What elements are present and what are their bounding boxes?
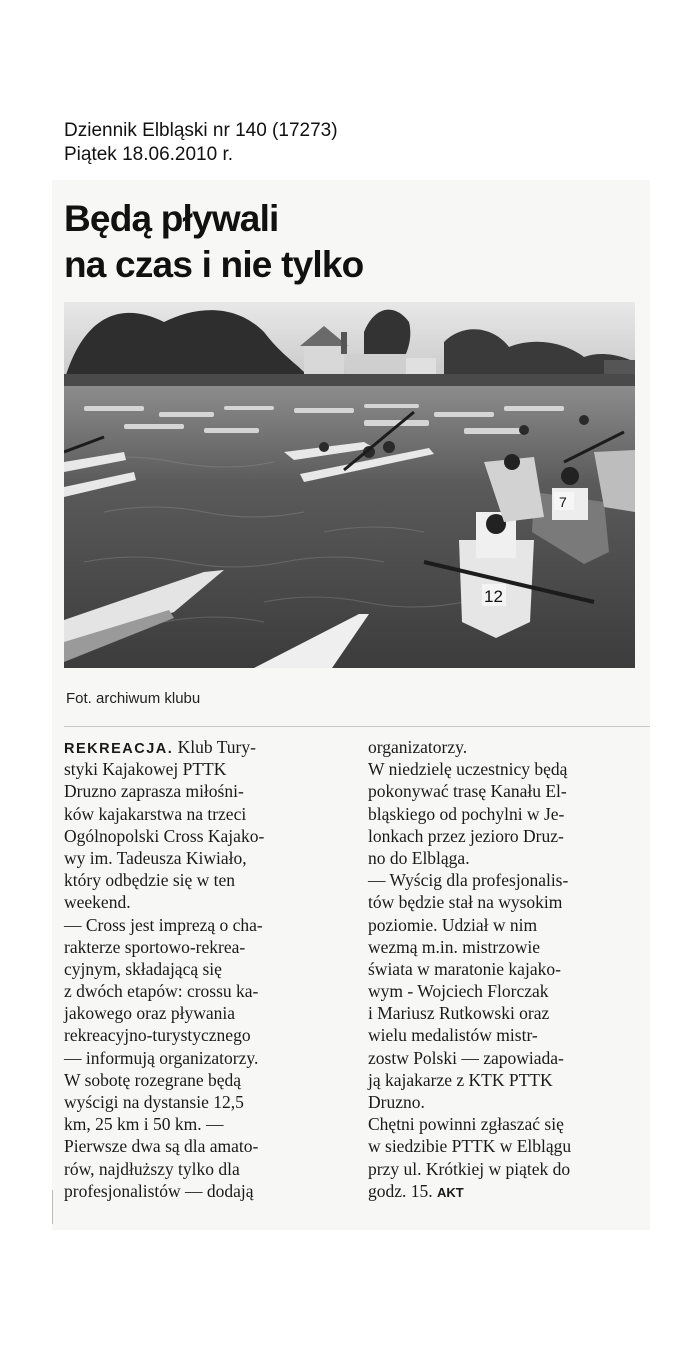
- publication-name: Dziennik Elbląski nr 140 (17273): [64, 120, 338, 141]
- body-text: który odbędzie się w ten: [64, 870, 236, 891]
- body-text: wielu medalistów mistr-: [368, 1025, 538, 1046]
- body-text: W niedzielę uczestnicy będą: [368, 759, 568, 780]
- body-text: — Cross jest imprezą o cha-: [64, 914, 263, 935]
- body-text: w siedzibie PTTK w Elblągu: [368, 1136, 572, 1157]
- body-text: no do Elbląga.: [368, 847, 470, 868]
- body-text: z dwóch etapów: crossu ka-: [64, 981, 259, 1002]
- body-line: [64, 1047, 354, 1069]
- column-edge-rule: [52, 1190, 53, 1224]
- publication-date: Piątek 18.06.2010 r.: [64, 144, 234, 165]
- body-line: [64, 1113, 354, 1135]
- publication-header: [64, 119, 338, 167]
- body-text: Druzno.: [368, 1092, 425, 1112]
- article-column-1: [64, 736, 354, 1202]
- body-text: wezmą m.in. mistrzowie: [368, 936, 541, 957]
- body-text: wym - Wojciech Florczak: [368, 981, 549, 1002]
- body-line: [368, 936, 650, 958]
- body-line: [64, 869, 354, 891]
- body-line: [64, 914, 354, 936]
- body-text: lonkach przez jezioro Druz-: [368, 825, 564, 846]
- body-line: [368, 1158, 650, 1180]
- body-text: wy im. Tadeusza Kiwiało,: [64, 847, 247, 868]
- body-line: [368, 825, 650, 847]
- body-line: [368, 1180, 650, 1202]
- body-line: [64, 891, 354, 913]
- body-text: bląskiego od pochylni w Je-: [368, 803, 565, 824]
- body-line: [368, 736, 650, 758]
- body-text: i Mariusz Rutkowski oraz: [368, 1003, 550, 1024]
- body-text: Ogólnopolski Cross Kajako-: [64, 825, 265, 846]
- kayak-race-photo: [64, 302, 635, 668]
- body-text: poziomie. Udział w nim: [368, 914, 538, 935]
- body-line: [368, 914, 650, 936]
- body-text: Pierwsze dwa są dla amato-: [64, 1136, 259, 1157]
- article-headline: [64, 196, 464, 288]
- article-photo: [64, 302, 635, 668]
- body-line: [64, 936, 354, 958]
- body-line: [64, 803, 354, 825]
- author-signature: AKT: [437, 1184, 464, 1200]
- body-line: [64, 736, 354, 758]
- body-text: ków kajakarstwa na trzeci: [64, 803, 247, 824]
- body-text: km, 25 km i 50 km. —: [64, 1114, 224, 1135]
- kayak-number-7: 7: [559, 494, 567, 510]
- body-text: styki Kajakowej PTTK: [64, 759, 227, 780]
- body-text: rów, najdłuższy tylko dla: [64, 1158, 240, 1179]
- body-line: [64, 1024, 354, 1046]
- body-text: przy ul. Krótkiej w piątek do: [368, 1158, 571, 1179]
- body-line: [368, 1002, 650, 1024]
- body-text: weekend.: [64, 892, 131, 913]
- body-line: [64, 847, 354, 869]
- body-line: [64, 958, 354, 980]
- body-line: [64, 980, 354, 1002]
- photo-caption: Fot. archiwum klubu: [66, 690, 201, 707]
- body-text: godz. 15.: [368, 1180, 438, 1201]
- headline-line-1: Będą pływali: [64, 198, 279, 239]
- body-line: [64, 1180, 354, 1202]
- body-line: [368, 847, 650, 869]
- body-line: [368, 980, 650, 1002]
- body-text: tów będzie stał na wysokim: [368, 892, 563, 913]
- body-line: [368, 1091, 650, 1113]
- body-line: [64, 758, 354, 780]
- body-line: [368, 958, 650, 980]
- body-line: [368, 1047, 650, 1069]
- body-text: — Wyścig dla profesjonalis-: [368, 870, 569, 891]
- body-text: zostw Polski — zapowiada-: [368, 1047, 564, 1068]
- body-line: [368, 869, 650, 891]
- body-text: świata w maratonie kajako-: [368, 958, 561, 979]
- body-text: W sobotę rozegrane będą: [64, 1069, 242, 1090]
- body-text: ją kajakarze z KTK PTTK: [368, 1069, 553, 1090]
- body-text: Klub Tury-: [173, 737, 256, 757]
- body-line: [368, 758, 650, 780]
- body-line: [64, 1091, 354, 1113]
- body-text: Druzno zaprasza miłośni-: [64, 781, 244, 802]
- body-line: [64, 1002, 354, 1024]
- body-line: [368, 891, 650, 913]
- body-line: [64, 1069, 354, 1091]
- body-line: [368, 1113, 650, 1135]
- body-text: rakterze sportowo-rekrea-: [64, 936, 246, 957]
- body-text: — informują organizatorzy.: [64, 1047, 259, 1068]
- body-line: [64, 825, 354, 847]
- body-text: Chętni powinni zgłaszać się: [368, 1114, 564, 1135]
- body-line: [368, 780, 650, 802]
- body-text: pokonywać trasę Kanału El-: [368, 781, 567, 802]
- article-column-2: [368, 736, 650, 1202]
- body-line: [64, 780, 354, 802]
- headline-line-2: na czas i nie tylko: [64, 244, 364, 285]
- body-line: [64, 1135, 354, 1157]
- body-line: [64, 1158, 354, 1180]
- caption-divider: [64, 726, 650, 727]
- body-text: jakowego oraz pływania: [64, 1003, 236, 1024]
- body-line: [368, 1069, 650, 1091]
- kayak-number-12: 12: [484, 587, 503, 606]
- body-text: profesjonalistów — dodają: [64, 1180, 254, 1201]
- body-text: cyjnym, składającą się: [64, 958, 222, 979]
- body-text: rekreacyjno-turystycznego: [64, 1025, 251, 1046]
- body-line: [368, 1024, 650, 1046]
- body-text: organizatorzy.: [368, 737, 468, 757]
- section-kicker: REKREACJA.: [64, 741, 174, 757]
- body-text: wyścigi na dystansie 12,5: [64, 1092, 244, 1112]
- body-line: [368, 1135, 650, 1157]
- body-line: [368, 803, 650, 825]
